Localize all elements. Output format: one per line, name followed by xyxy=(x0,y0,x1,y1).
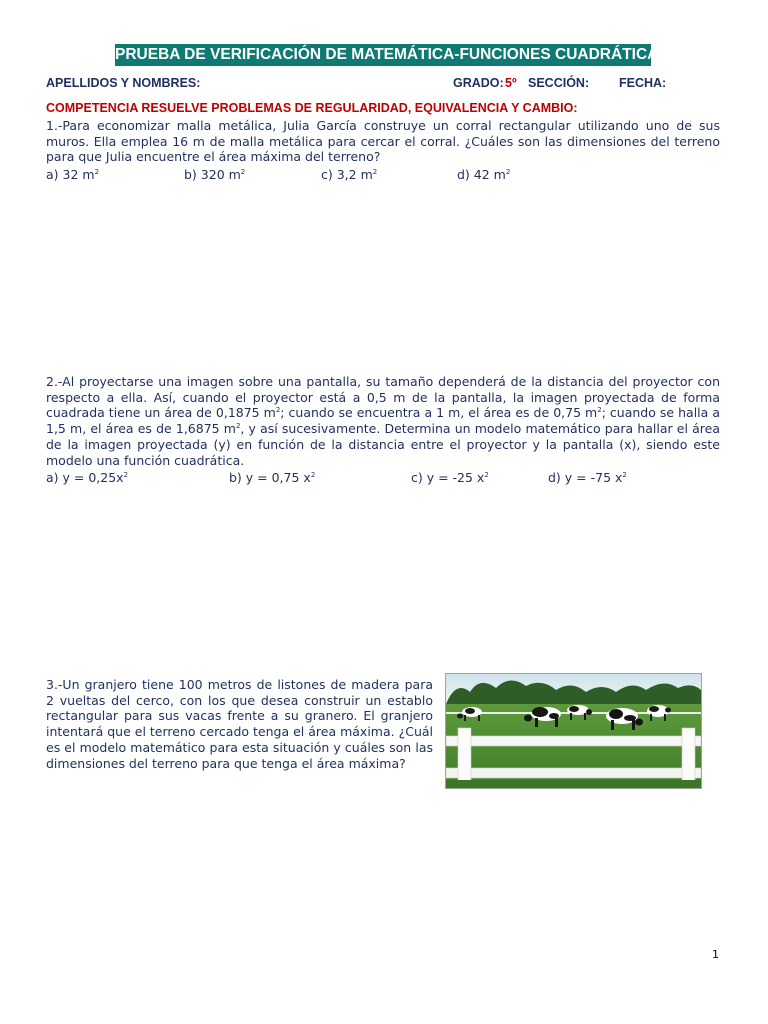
question-2-text: 2.-Al proyectarse una imagen sobre una pantalla, su tamaño dependerá de la distancia del proyector con respecto a ella. Así, cuando el proyector está a 0,5 m de la pantalla, la imagen proyectada de forma cuadrada tiene un área de 0,1875 $m^2$; cuando se encuentra a 1 m, el área es de 0,75 $m^2$; cuando se halla a 1,5 m, el área es de 1,6875 $m^2$, y así sucesivamente. Determina un modelo matemático para hallar el área de la imagen proyectada (y) en función de la distancia entre el proyector y la pantalla (x), siendo este modelo una función cuadrática. xyxy=(46,374,721,468)
option-b: b) 320 $m^2$ xyxy=(184,167,246,182)
student-info-row xyxy=(0,76,768,92)
cows-fence-photo xyxy=(445,673,702,789)
question-2-options xyxy=(0,470,768,486)
page-number: 1 xyxy=(712,948,719,961)
competencia-heading: COMPETENCIA RESUELVE PROBLEMAS DE REGULARIDAD, EQUIVALENCIA Y CAMBIO: xyxy=(46,101,578,115)
question-1-options xyxy=(0,167,768,183)
fecha-label: FECHA: xyxy=(619,76,667,90)
option-a: a) $y = 0,25x^2$ xyxy=(46,470,129,485)
page-title: PRUEBA DE VERIFICACIÓN DE MATEMÁTICA-FUNCIONES CUADRÁTICAS xyxy=(115,44,651,66)
question-1 xyxy=(46,118,720,165)
question-1-text: 1.-Para economizar malla metálica, Julia García construye un corral rectangular utilizando uno de sus muros. Ella emplea 16 m de malla metálica para cercar el corral. ¿Cuáles son las dimensiones del terreno para que Julia encuentre el área máxima del terreno? xyxy=(46,118,720,165)
question-2 xyxy=(46,374,720,468)
question-3 xyxy=(46,677,433,771)
option-d: d) y = -75 $x^2$ xyxy=(548,470,627,485)
names-label: APELLIDOS Y NOMBRES: xyxy=(46,76,201,90)
option-c: c) 3,2 $m^2$ xyxy=(321,167,378,182)
option-b: b) y = 0,75 $x^2$ xyxy=(229,470,316,485)
option-a: a) 32 $m^2$ xyxy=(46,167,100,182)
option-c: c) y = -25 $x^2$ xyxy=(411,470,489,485)
option-d: d) 42 $m^2$ xyxy=(457,167,511,182)
cows-fence-illustration xyxy=(446,674,701,788)
seccion-label: SECCIÓN: xyxy=(528,76,590,90)
grado-value: 5º xyxy=(505,76,517,90)
question-3-text: 3.-Un granjero tiene 100 metros de listones de madera para 2 vueltas del cerco, con los que desea construir un establo rectangular para sus vacas frente a su granero. El granjero intentará que el terreno cercado tenga el área máxima. ¿Cuál es el modelo matemático para esta situación y cuáles son las dimensiones del terreno para que tenga el área máxima? xyxy=(46,677,433,771)
grado-label: GRADO: xyxy=(453,76,504,90)
